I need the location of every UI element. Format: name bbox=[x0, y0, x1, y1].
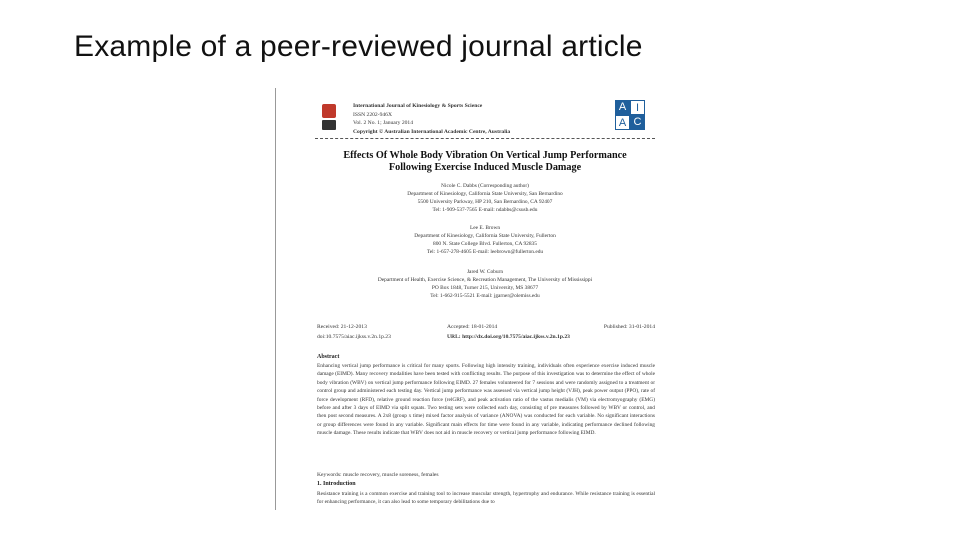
doi-text: doi:10.7575/aiac.ijkss.v.2n.1p.23 bbox=[317, 334, 391, 340]
accepted-date: Accepted: 18-01-2014 bbox=[447, 324, 498, 330]
abstract-heading: Abstract bbox=[317, 354, 340, 360]
author-name: Nicole C. Dabbs (Corresponding author) bbox=[441, 183, 529, 189]
aiac-letter: A bbox=[615, 115, 630, 130]
journal-volume: Vol. 2 No. 1; January 2014 bbox=[353, 120, 414, 126]
author-contact: Tel: 1-662-915-5521 E-mail: jgarner@olemiss.edu bbox=[430, 293, 540, 299]
author-block-2 bbox=[315, 224, 655, 256]
author-address: 5500 University Parkway, HP 210, San Bernardino, CA 92407 bbox=[417, 199, 553, 205]
author-contact: Tel: 1-909-537-7565 E-mail: ndabbs@csusb.edu bbox=[432, 207, 538, 213]
journal-article-image bbox=[275, 88, 661, 510]
paper-title bbox=[315, 150, 655, 174]
slide-title: Example of a peer-reviewed journal article bbox=[74, 30, 643, 63]
author-block-3 bbox=[315, 268, 655, 300]
journal-name: International Journal of Kinesiology & Sports Science bbox=[353, 103, 483, 109]
url-text: URL: http://dx.doi.org/10.7575/aiac.ijkss.v.2n.1p.23 bbox=[447, 334, 570, 340]
author-address: 800 N. State College Blvd. Fullerton, CA 92835 bbox=[433, 241, 537, 247]
aiac-letter: A bbox=[615, 100, 630, 115]
author-name: Lee E. Brown bbox=[469, 225, 501, 231]
document-edge-line bbox=[275, 88, 276, 510]
aiac-letter: I bbox=[630, 100, 645, 115]
paper-title-line: Following Exercise Induced Muscle Damage bbox=[388, 162, 582, 173]
abstract-body: Enhancing vertical jump performance is critical for many sports. Following high intensity training, individuals often experience exercise induced muscle damage (EIMD). Many recovery modalities have been tested with conflicting results. The purpose of this investigation was to determine the effect of whole body vibration (WBV) on vertical jump performance following EIMD. 27 females volunteered for 7 sessions and were randomly assigned to a treatment or control group and administered each testing day. Vertical jump performance was assessed via vertical jump height (VJH), peak power output (PPO), rate of force development (RFD), relative ground reaction force (relGRF), and peak activation ratio of the vastus medialis (VM) via electromyography (EMG) before and after 3 days of EIMD via split squats. Two testing sets were collected each day, consisting of pre measures followed by WBV or control, and then post second measures. A 2x8 (group x time) mixed factor analysis of variance (ANOVA) was conducted for each variable. No significant interactions or group differences were found in any variable. Significant main effects for time were found in any variable, indicating performance declined following muscle damage. These results indicate that WBV does not aid in muscle recovery or vertical jump performance following EIMD. bbox=[317, 363, 655, 437]
journal-logo bbox=[322, 104, 350, 134]
received-date: Received: 21-12-2013 bbox=[317, 324, 367, 330]
journal-issn: ISSN 2202-946X bbox=[353, 111, 393, 118]
author-contact: Tel: 1-657-278-4605 E-mail: leebrown@fullerton.edu bbox=[426, 249, 544, 255]
paper-title-line: Effects Of Whole Body Vibration On Vertical Jump Performance bbox=[343, 150, 627, 161]
author-address: PO Box 1848, Turner 215, University, MS 38677 bbox=[431, 285, 539, 291]
aiac-letter: C bbox=[630, 115, 645, 130]
header-divider bbox=[315, 138, 655, 139]
author-affiliation: Department of Kinesiology, California State University, Fullerton bbox=[414, 233, 556, 239]
published-date: Published: 31-01-2014 bbox=[603, 324, 655, 330]
keywords: Keywords: muscle recovery, muscle soreness, females bbox=[317, 472, 439, 478]
author-affiliation: Department of Kinesiology, California State University, San Bernardino bbox=[407, 191, 563, 197]
introduction-heading: 1. Introduction bbox=[317, 481, 356, 487]
journal-header bbox=[353, 102, 510, 136]
journal-copyright: Copyright © Australian International Academic Centre, Australia bbox=[353, 128, 511, 135]
aiac-logo bbox=[615, 100, 645, 130]
author-block-1 bbox=[315, 182, 655, 214]
introduction-body: Resistance training is a common exercise and training tool to increase muscular strength, hypertrophy and endurance. While resistance training is essential for enhancing performance, it can also lead to some temporary debilitations due to bbox=[317, 491, 655, 506]
author-affiliation: Department of Health, Exercise Science, & Recreation Management, The University of Mississippi bbox=[377, 277, 593, 283]
author-name: Jared W. Coburn bbox=[466, 269, 504, 275]
